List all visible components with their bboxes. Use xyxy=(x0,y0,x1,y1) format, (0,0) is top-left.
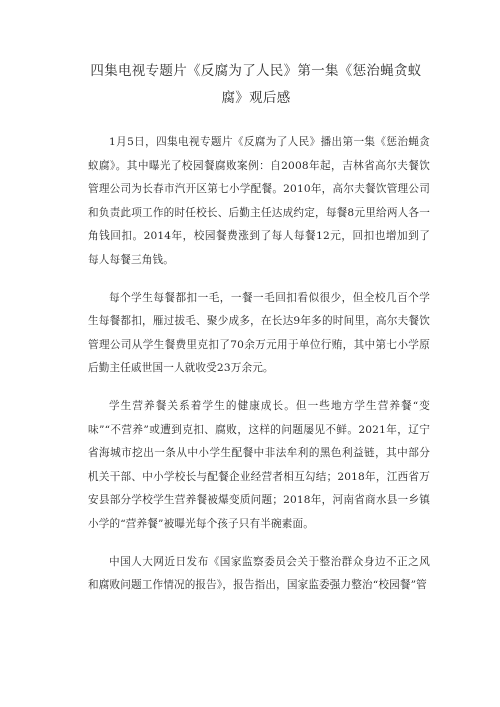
title-spacer xyxy=(88,112,430,131)
document-title xyxy=(88,58,430,112)
paragraph-3: 学生营养餐关系着学生的健康成长。但一些地方学生营养餐“变味”“不营养”或遭到克扣、腐败，这样的问题屡见不鲜。2021年，辽宁省海城市挖出一条从中小学生配餐中非法牟利的黑色利益链，其中部分机关干部、中小学校长与配餐企业经营者相互勾结；2018年，江西省万安县部分学校学生营养餐被爆变质问题；2018年，河南省商水县一乡镇小学的“营养餐”被曝光每个孩子只有半碗素面。 xyxy=(88,399,430,530)
paragraph-4: 中国人大网近日发布《国家监察委员会关于整治群众身边不正之风和腐败问题工作情况的报告》，报告指出，国家监委强力整治“校园餐”管 xyxy=(88,555,430,592)
paragraph-1: 1月5日，四集电视专题片《反腐为了人民》播出第一集《惩治蝇贪蚁腐》。其中曝光了校园餐腐败案例：自2008年起，吉林省高尔夫餐饮管理公司为长春市汽开区第七小学配餐。2010年，高尔夫餐饮管理公司和负责此项工作的时任校长、后勤主任达成约定，每餐8元里给两人各一角钱回扣。2014年，校园餐费涨到了每人每餐12元，回扣也增加到了每人每餐三角钱。 xyxy=(88,136,430,266)
title-line-2: 腐》观后感 xyxy=(221,90,291,106)
title-line-1: 四集电视专题片《反腐为了人民》第一集《惩治蝇贪蚁 xyxy=(90,63,422,79)
paragraph-2: 每个学生每餐都扣一毛，一餐一毛回扣看似很少，但全校几百个学生每餐都扣，雁过拔毛、聚少成多，在长达9年多的时间里，高尔夫餐饮管理公司从学生餐费里克扣了70余万元用于单位行贿，其中第七小学原后勤主任戚世国一人就收受23万余元。 xyxy=(88,291,430,375)
